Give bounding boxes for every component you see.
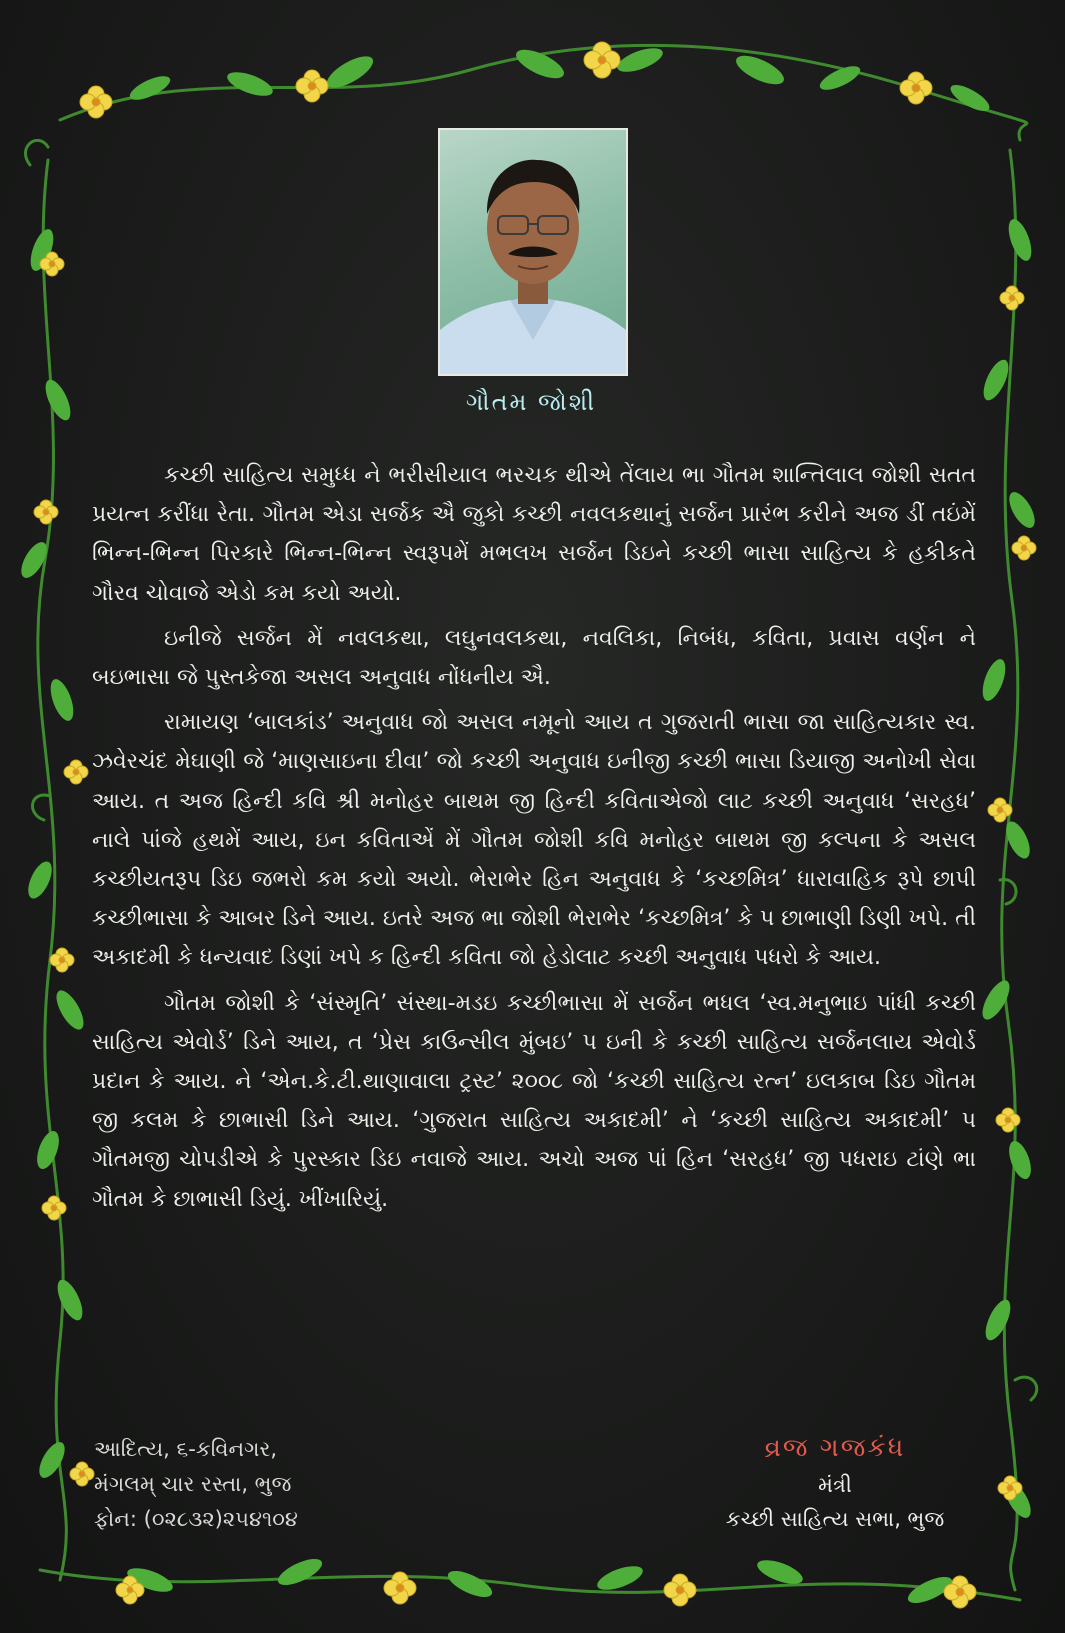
- signatory-role: મંત્રી: [818, 1473, 852, 1497]
- paragraph: ગૌતમ જોશી કે ‘સંસ્મૃતિ’ સંસ્થા-મડઇ કચ્છીભાસા મેં સર્જન ભધલ ‘સ્વ.મનુભાઇ પાંધી કચ્છી સાહિત્ય એવોર્ડ’ ડિને આય, ત ‘પ્રેસ કાઉન્સીલ મુંબઇ’ પ ઇની કે કચ્છી સાહિત્ય સર્જનલાય એવોર્ડ પ્રદાન કે આય. ને ‘એન.કે.ટી.થાણાવાલા ટ્રસ્ટ’ ૨૦૦૮ જો ‘કચ્છી સાહિત્ય રત્ન’ ઇલકાબ ડિઇ ગૌતમ જી કલમ કે છાભાસી ડિને આય. ‘ગુજરાત સાહિત્ય અકાદમી’ ને ‘કચ્છી સાહિત્ય અકાદમી’ પ ગૌતમજી ચોપડીએ કે પુરસ્કાર ડિઇ નવાજે આય. અચો અજ પાં હિન ‘સરહધ’ જી પધરાઇ ટાંણે ભા ગૌતમ કે છાભાસી ડિયું. ખીંખારિયું.: [92, 990, 976, 1212]
- author-photo: [438, 128, 628, 376]
- signatory-organization: કચ્છી સાહિત્ય સભા, ભુજ: [725, 1507, 945, 1531]
- address-line: આદિત્ય, ૬-કવિનગર,: [94, 1437, 278, 1461]
- address-block: [94, 1432, 414, 1537]
- address-line: મંગલમ્ ચાર રસ્તા, ભુજ: [94, 1472, 292, 1496]
- signatory-name: વ્રજ ગજકંધ: [764, 1433, 906, 1463]
- signature-block: [660, 1428, 1010, 1536]
- author-name: ગૌતમ જોશી: [465, 388, 597, 416]
- author-portrait-icon: [440, 130, 626, 374]
- phone-line: ફોન: (૦૨૮૩૨)૨૫૪૧૦૪: [94, 1507, 298, 1531]
- body-text: [92, 456, 976, 1225]
- paragraph: કચ્છી સાહિત્ય સમુધ્ધ ને ભરીસીયાલ ભરચક થીએ તેંલાય ભા ગૌતમ શાન્તિલાલ જોશી સતત પ્રયત્ન કરીંધા રેતા. ગૌતમ એડા સર્જક ઐ જુકો કચ્છી નવલકથાનું સર્જન પ્રારંભ કરીને અજ ડીં તઇંમેં ભિન્ન-ભિન્ન પિરકારે ભિન્ન-ભિન્ન સ્વરૂપમેં મભલખ સર્જન ડિઇને કચ્છી ભાસા સાહિત્ય કે હકીકતે ગૌરવ ચોવાજે એડો કમ કયો અયો.: [92, 463, 976, 606]
- paragraph: ઇનીજે સર્જન મેં નવલકથા, લઘુનવલકથા, નવલિકા, નિબંધ, કવિતા, પ્રવાસ વર્ણન ને બઇભાસા જે પુસ્તકેજા અસલ અનુવાધ નોંધનીય ઐ.: [92, 625, 976, 691]
- paragraph: રામાયણ ‘બાલકાંડ’ અનુવાધ જો અસલ નમૂનો આય ત ગુજરાતી ભાસા જા સાહિત્યકાર સ્વ. ઝવેરચંદ મેઘાણી જે ‘માણસાઇના દીવા’ જો કચ્છી અનુવાધ ઇનીજી કચ્છી ભાસા ડિયાજી અનોખી સેવા આય. ત અજ હિન્દી કવિ શ્રી મનોહર બાથમ જી હિન્દી કવિતાએજો લાટ કચ્છી અનુવાધ ‘સરહધ’ નાલે પાંજે હથમેં આય, ઇન કવિતાએં મેં ગૌતમ જોશી કવિ મનોહર બાથમ જી કલ્પના કે અસલ કચ્છીયતરૂપ ડિઇ જભરો કમ કયો અયો. ભેરાભેર હિન અનુવાધ કે ‘કચ્છમિત્ર’ ધારાવાહિક રૂપે છાપી કચ્છીભાસા કે આબર ડિને આય. ઇતરે અજ ભા જોશી ભેરાભેર ‘કચ્છમિત્ર’ કે પ છાભાણી ડિણી ખપે. તી અકાદમી કે ધન્યવાદ ડિણાં ખપે ક હિન્દી કવિતા જો હેડોલાટ કચ્છી અનુવાધ પધરો કે આય.: [92, 710, 976, 971]
